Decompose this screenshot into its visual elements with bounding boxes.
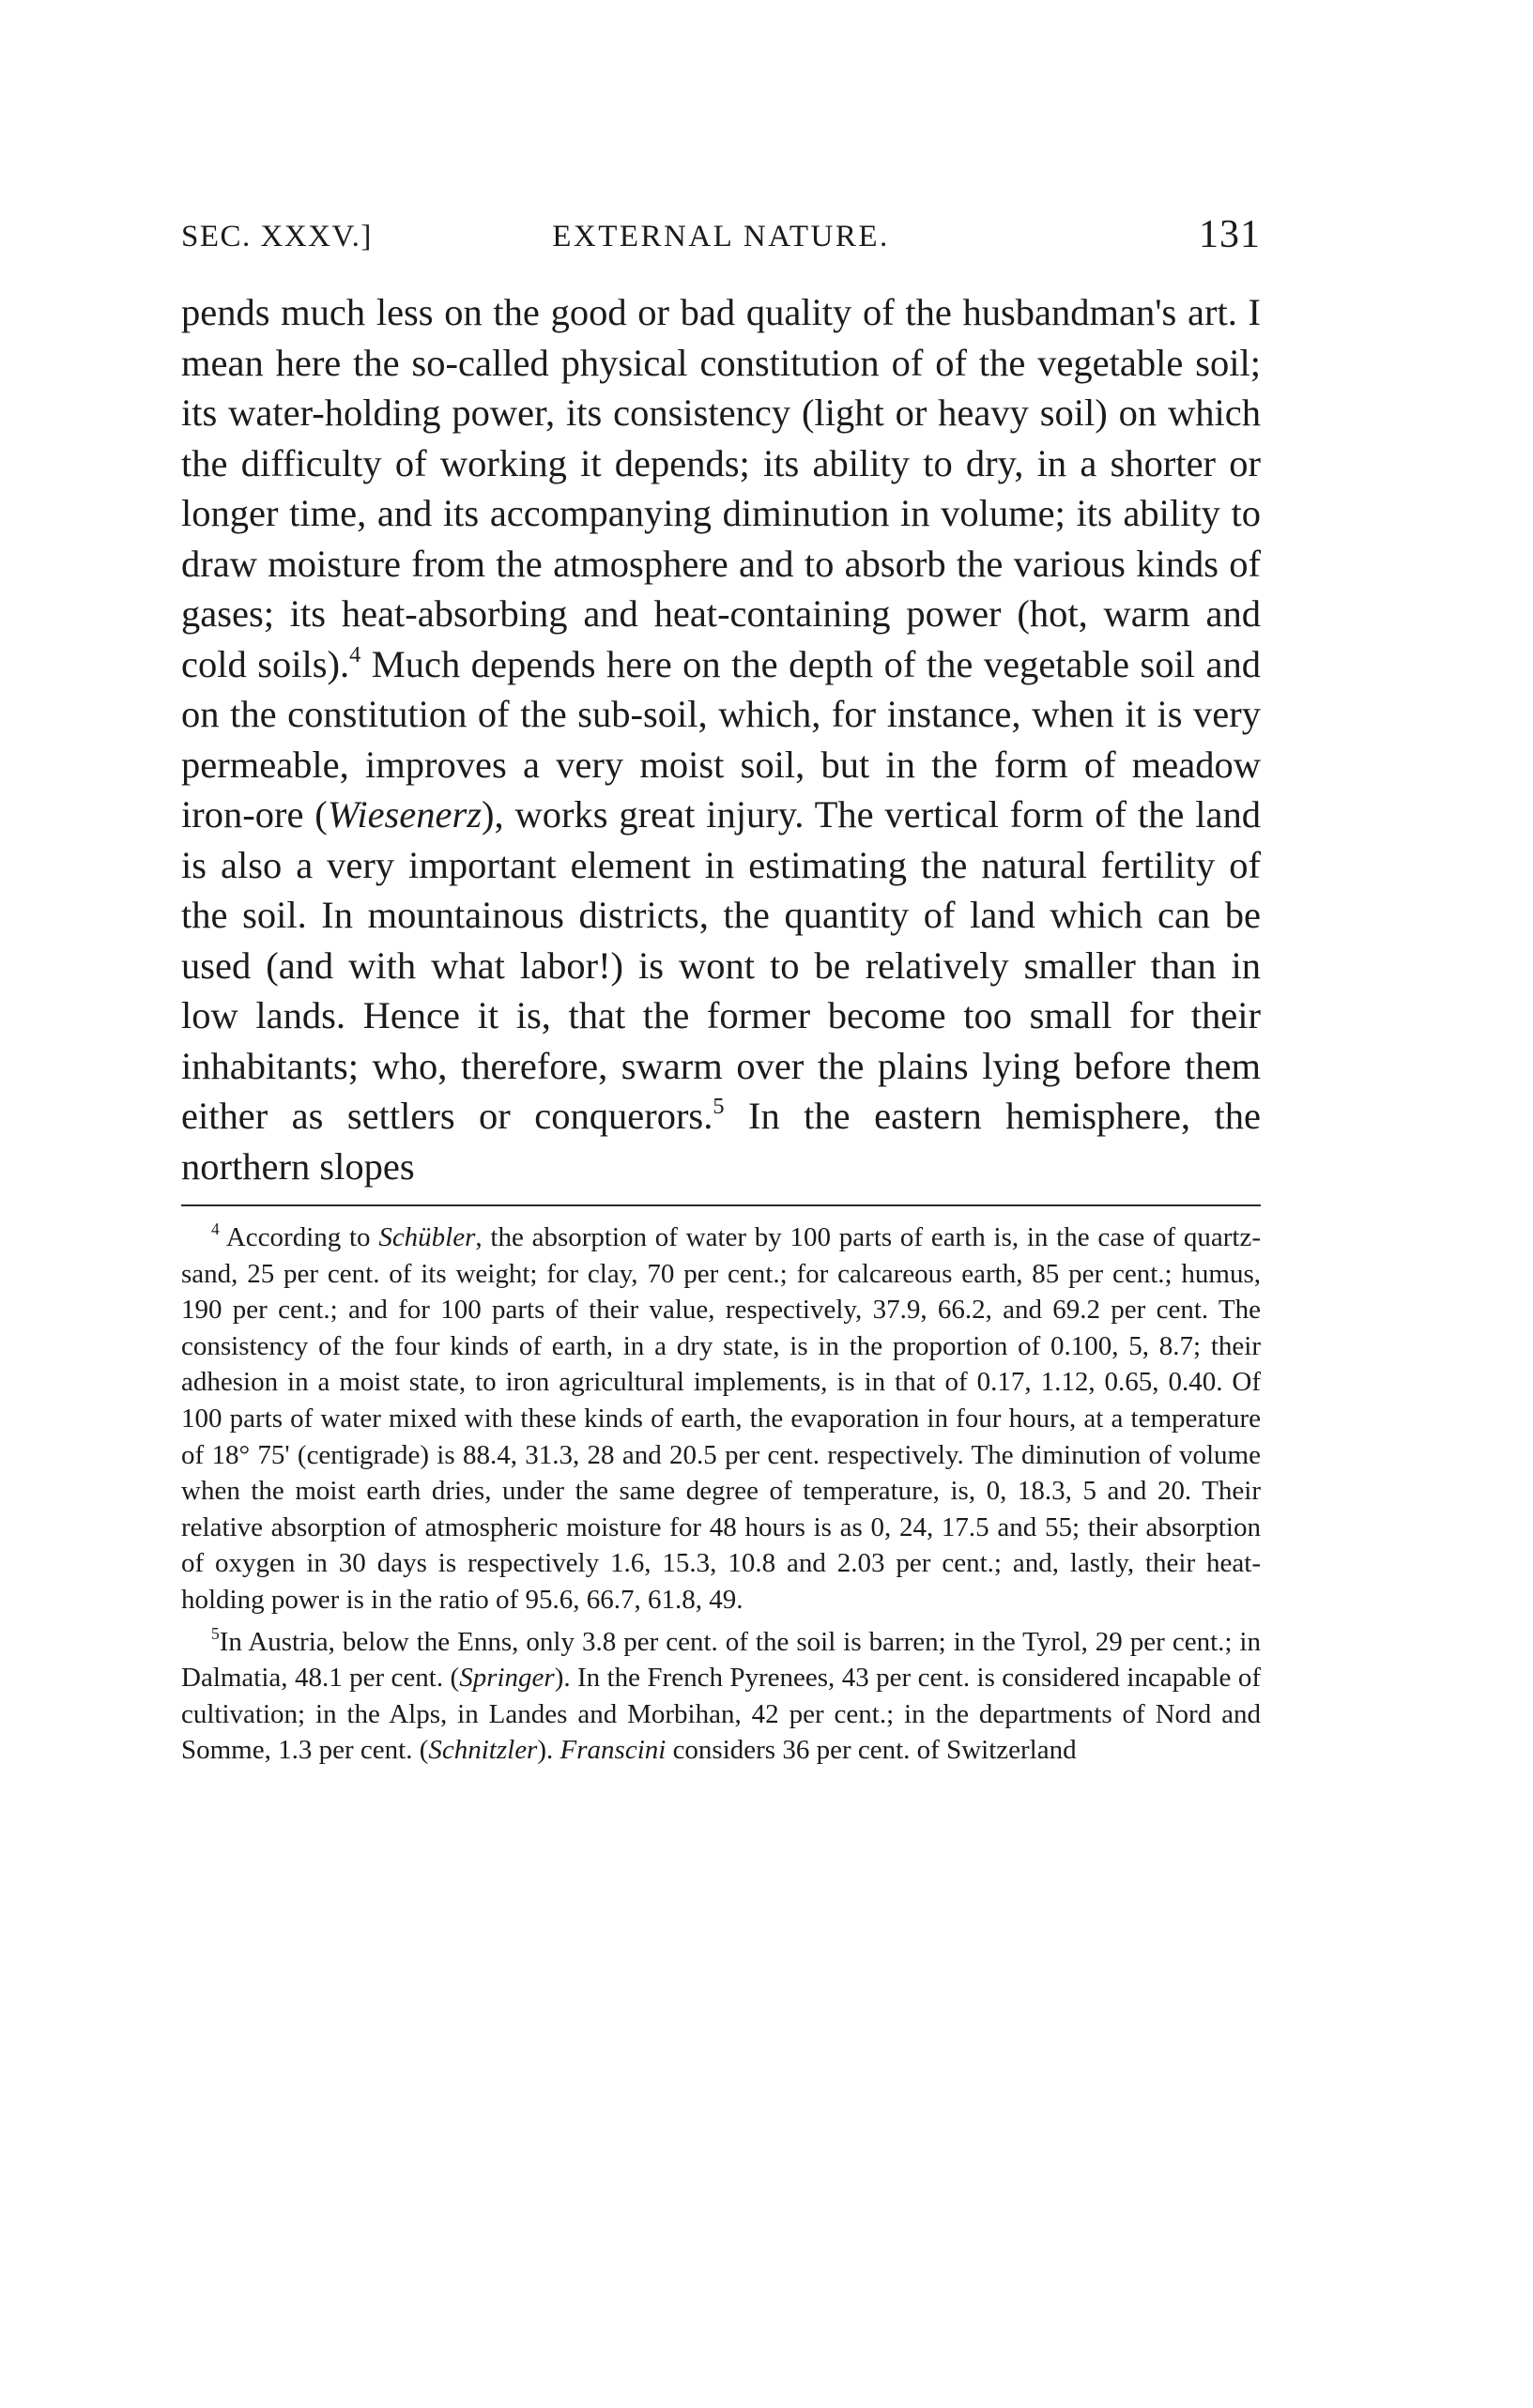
author-schubler: Schübler [378, 1222, 476, 1252]
footnote-5-text-b: ). In the French Pyrenees, 43 per cent. is considered incapable of cultivation; in the Alps, in Landes and Morbihan, 42 per cent.; in the departments of Nord and Somme, 1.3 per cent. ( [181, 1663, 1261, 1766]
body-text-part-4: In the eastern hemisphere, the northern slopes [181, 1095, 1261, 1188]
footnotes [181, 1219, 1261, 1769]
footnote-4 [181, 1219, 1261, 1618]
chapter-title: EXTERNAL NATURE. [552, 220, 890, 253]
body-text-part-2: Much depends here on the depth of the vegetable soil and on the constitution of the sub-soil, which, for instance, when it is very permeable, improves a very moist soil, but in the form of meadow iron-ore ( [181, 642, 1261, 836]
body-text-part-1: pends much less on the good or bad quality of the husbandman's art. I mean here the so-called physical constitution of of the vegetable soil; its water-holding power, its consistency (light or heavy soil) on which the difficulty of working it depends; its ability to dry, in a shorter or longer time, and its accompanying diminution in volume; its ability to draw moisture from the atmosphere and to absorb the various kinds of gases; its heat-absorbing and heat-containing power (hot, warm and cold soils). [181, 291, 1261, 685]
body-paragraph [181, 287, 1261, 1191]
footnote-ref-5: 5 [713, 1094, 725, 1120]
footnote-5-text-d: considers 36 per cent. of Switzerland [666, 1735, 1077, 1766]
running-head [181, 205, 1261, 278]
footnote-5 [181, 1624, 1261, 1769]
author-franscini: Franscini [560, 1735, 667, 1766]
author-schnitzler: Schnitzler [428, 1735, 538, 1766]
italic-term-wiesenerz: Wiesenerz [327, 793, 483, 836]
footnote-4-text-a: According to [219, 1222, 379, 1252]
footnote-4-text-b: , the absorption of water by 100 parts of earth is, in the case of quartz-sand, 25 per cent. of its weight; for clay, 70 per cent.; for calcareous earth, 85 per cent.; humus, 190 per cent.; and for 100 parts of their value, respectively, 37.9, 66.2, and 69.2 per cent. The consistency of the four kinds of earth, in a dry state, is in the proportion of 0.100, 5, 8.7; their adhesion in a moist state, to iron agricultural implements, is in that of 0.17, 1.12, 0.65, 0.40. Of 100 parts of water mixed with these kinds of earth, the evaporation in four hours, at a temperature of 18° 75' (centigrade) is 88.4, 31.3, 28 and 20.5 per cent. respectively. The diminution of volume when the moist earth dries, under the same degree of temperature, is, 0, 18.3, 5 and 20. Their relative absorption of atmospheric moisture for 48 hours is as 0, 24, 17.5 and 55; their absorption of oxygen in 30 days is respectively 1.6, 15.3, 10.8 and 2.03 per cent.; and, lastly, their heat-holding power is in the ratio of 95.6, 66.7, 61.8, 49. [181, 1222, 1262, 1615]
footnote-5-text-a: In Austria, below the Enns, only 3.8 per cent. of the soil is barren; in the Tyrol, 29 per cent.; in Dalmatia, 48.1 per cent. ( [181, 1626, 1261, 1694]
body-text-part-3: ), works great injury. The vertical form of the land is also a very important element in estimating the natural fertility of the soil. In mountainous districts, the quantity of land which can be used (and with what labor!) is wont to be relatively smaller than in low lands. Hence it is, that the former become too small for their inhabitants; who, therefore, swarm over the plains lying before them either as settlers or conquerors. [181, 793, 1261, 1137]
book-page [181, 205, 1262, 1766]
footnote-ref-4: 4 [349, 641, 361, 667]
page-number: 131 [1199, 213, 1261, 256]
footnote-divider [181, 1204, 1261, 1206]
body-text [181, 287, 1261, 1191]
author-springer: Springer [459, 1663, 555, 1694]
footnote-marker-5: 5 [211, 1624, 220, 1644]
section-label: SEC. XXXV.] [181, 220, 373, 253]
footnote-marker-4: 4 [211, 1219, 220, 1239]
footnote-5-text-c: ). [537, 1735, 560, 1766]
